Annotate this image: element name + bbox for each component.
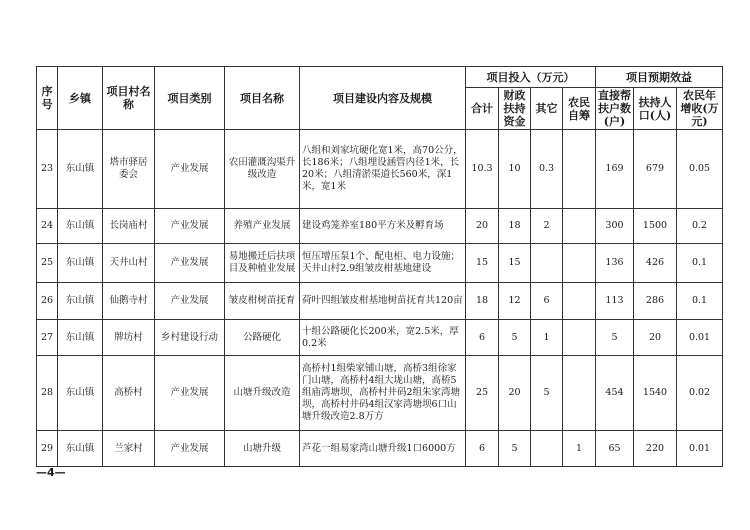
- cell-other: 2: [531, 209, 563, 244]
- cell-households: 454: [596, 356, 634, 431]
- cell-town: 东山镇: [58, 356, 103, 431]
- cell-total: 10.3: [466, 130, 499, 209]
- page-number: —4—: [36, 466, 66, 479]
- cell-farmer: [563, 320, 596, 356]
- cell-income: 0.1: [677, 244, 723, 283]
- header-category: 项目类别: [155, 67, 225, 130]
- cell-total: 25: [466, 356, 499, 431]
- cell-other: 6: [531, 283, 563, 320]
- cell-seq: 29: [37, 431, 58, 467]
- cell-village: 仙鹅寺村: [103, 283, 155, 320]
- table-row: [37, 130, 723, 209]
- cell-households: 300: [596, 209, 634, 244]
- cell-households: 5: [596, 320, 634, 356]
- cell-fiscal: 15: [499, 244, 531, 283]
- cell-people: 1540: [634, 356, 677, 431]
- header-farmer: 农民自筹: [563, 88, 596, 130]
- cell-total: 15: [466, 244, 499, 283]
- cell-town: 东山镇: [58, 209, 103, 244]
- cell-category: 产业发展: [155, 244, 225, 283]
- cell-village: 高桥村: [103, 356, 155, 431]
- cell-seq: 24: [37, 209, 58, 244]
- cell-total: 6: [466, 320, 499, 356]
- cell-income: 0.05: [677, 130, 723, 209]
- cell-content: 恒压增压泵1个、配电柜、电力设施；天井山村2.9组皱皮柑基地建设: [300, 244, 466, 283]
- cell-other: [531, 244, 563, 283]
- table-row: [37, 283, 723, 320]
- header-village: 项目村名称: [103, 67, 155, 130]
- cell-fiscal: 20: [499, 356, 531, 431]
- cell-other: 0.3: [531, 130, 563, 209]
- cell-town: 东山镇: [58, 244, 103, 283]
- header-project-name: 项目名称: [225, 67, 300, 130]
- cell-town: 东山镇: [58, 320, 103, 356]
- cell-total: 20: [466, 209, 499, 244]
- cell-people: 20: [634, 320, 677, 356]
- cell-total: 6: [466, 431, 499, 467]
- cell-project-name: 山塘升级: [225, 431, 300, 467]
- table-row: [37, 431, 723, 467]
- header-households: 直接帮扶户数(户): [596, 88, 634, 130]
- cell-fiscal: 5: [499, 431, 531, 467]
- cell-income: 0.01: [677, 320, 723, 356]
- cell-seq: 28: [37, 356, 58, 431]
- cell-other: [531, 431, 563, 467]
- cell-seq: 27: [37, 320, 58, 356]
- cell-households: 65: [596, 431, 634, 467]
- cell-project-name: 皱皮柑树苗抚育: [225, 283, 300, 320]
- cell-project-name: 公路硬化: [225, 320, 300, 356]
- cell-fiscal: 18: [499, 209, 531, 244]
- cell-content: 高桥村1组柴家铺山塘，高桥3组徐家门山塘，高桥村4组大垅山塘，高桥5组庙湾塘坝，高桥村井码2组朱家湾塘坝，高桥村井码4组汉家湾塘坝6口山塘升级改造2.8万方: [300, 356, 466, 431]
- cell-category: 乡村建设行动: [155, 320, 225, 356]
- header-town: 乡镇: [58, 67, 103, 130]
- cell-project-name: 养殖产业发展: [225, 209, 300, 244]
- cell-farmer: [563, 244, 596, 283]
- cell-project-name: 农田灌溉沟渠升级改造: [225, 130, 300, 209]
- table-row: [37, 244, 723, 283]
- header-investment: 项目投入（万元）: [466, 67, 596, 88]
- cell-town: 东山镇: [58, 130, 103, 209]
- cell-income: 0.2: [677, 209, 723, 244]
- cell-seq: 23: [37, 130, 58, 209]
- header-content: 项目建设内容及规模: [300, 67, 466, 130]
- project-table: [36, 66, 723, 467]
- cell-village: 牌坊村: [103, 320, 155, 356]
- cell-fiscal: 12: [499, 283, 531, 320]
- cell-village: 长岗庙村: [103, 209, 155, 244]
- cell-content: 八组和刘家坑硬化宽1米，高70公分，长186米；八组埋设涵管内径1米，长20米；八组清淤渠道长560米，深1米，宽1米: [300, 130, 466, 209]
- cell-category: 产业发展: [155, 431, 225, 467]
- cell-town: 东山镇: [58, 283, 103, 320]
- cell-income: 0.01: [677, 431, 723, 467]
- cell-farmer: [563, 283, 596, 320]
- cell-total: 18: [466, 283, 499, 320]
- cell-farmer: 1: [563, 431, 596, 467]
- header-benefit: 项目预期效益: [596, 67, 723, 88]
- cell-people: 426: [634, 244, 677, 283]
- cell-content: 荷叶四组皱皮柑基地树苗抚育共120亩: [300, 283, 466, 320]
- header-seq: 序号: [37, 67, 58, 130]
- cell-content: 十组公路硬化长200米，宽2.5米，厚0.2米: [300, 320, 466, 356]
- cell-fiscal: 5: [499, 320, 531, 356]
- header-income: 农民年增收(万元): [677, 88, 723, 130]
- cell-income: 0.1: [677, 283, 723, 320]
- cell-income: 0.02: [677, 356, 723, 431]
- cell-people: 679: [634, 130, 677, 209]
- cell-content: 建设鸡笼养室180平方米及孵育场: [300, 209, 466, 244]
- table-row: [37, 320, 723, 356]
- cell-village: 兰家村: [103, 431, 155, 467]
- cell-category: 产业发展: [155, 356, 225, 431]
- cell-households: 136: [596, 244, 634, 283]
- cell-project-name: 山塘升级改造: [225, 356, 300, 431]
- cell-farmer: [563, 356, 596, 431]
- cell-town: 东山镇: [58, 431, 103, 467]
- cell-people: 286: [634, 283, 677, 320]
- header-total: 合计: [466, 88, 499, 130]
- cell-other: 5: [531, 356, 563, 431]
- cell-project-name: 易地搬迁后扶项目及种植业发展: [225, 244, 300, 283]
- cell-households: 113: [596, 283, 634, 320]
- header-fiscal: 财政扶持资金: [499, 88, 531, 130]
- cell-farmer: [563, 130, 596, 209]
- cell-other: 1: [531, 320, 563, 356]
- cell-village: 塔市驿居委会: [103, 130, 155, 209]
- cell-category: 产业发展: [155, 283, 225, 320]
- header-other: 其它: [531, 88, 563, 130]
- cell-seq: 26: [37, 283, 58, 320]
- cell-households: 169: [596, 130, 634, 209]
- cell-category: 产业发展: [155, 130, 225, 209]
- cell-content: 芦花一组易家湾山塘升级1口6000方: [300, 431, 466, 467]
- cell-village: 天井山村: [103, 244, 155, 283]
- header-people: 扶持人口(人): [634, 88, 677, 130]
- cell-farmer: [563, 209, 596, 244]
- table-row: [37, 209, 723, 244]
- cell-people: 220: [634, 431, 677, 467]
- cell-people: 1500: [634, 209, 677, 244]
- cell-seq: 25: [37, 244, 58, 283]
- cell-fiscal: 10: [499, 130, 531, 209]
- cell-category: 产业发展: [155, 209, 225, 244]
- table-row: [37, 356, 723, 431]
